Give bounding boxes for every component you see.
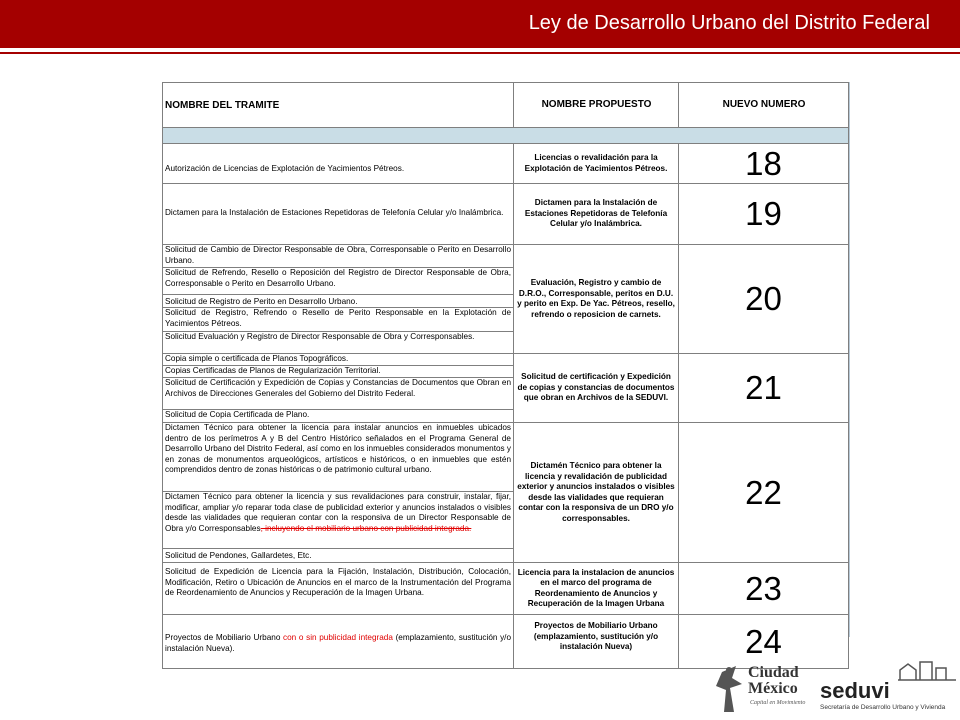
tramite-text-end: (emplazamiento, sustitución y/o instalación Nueva).: [165, 633, 512, 653]
numero-cell: 20: [678, 245, 848, 354]
numero-cell: 18: [678, 144, 848, 184]
header-band: [163, 128, 848, 144]
buildings-icon: [898, 660, 958, 682]
cdmx-tagline: Capital en Movimiento: [750, 700, 806, 706]
table-row: Dictamen para la Instalación de Estaciones Repetidoras de Telefonía Celular y/o Inalámbrica.: [163, 184, 513, 245]
table-row: Solicitud de Certificación y Expedición de Copias y Constancias de Documentos que Obran en Archivos de Direcciones Generales del Gobierno del Distrito Federal.: [163, 378, 513, 410]
tramite-text: Proyectos de Mobiliario Urbano: [165, 633, 284, 642]
table-row: Solicitud de Expedición de Licencia para la Fijación, Instalación, Distribución, Colocación, Modificación, Retiro o Ubicación de Anuncios en el marco de la Instrumentación del Programa de Reordenamiento de Anuncios y Recuperación de la Imagen Urbana.: [163, 563, 513, 615]
table-row: Autorización de Licencias de Explotación de Yacimientos Pétreos.: [163, 144, 513, 184]
title-banner: [0, 0, 960, 50]
tramites-table: [162, 82, 849, 669]
ciudad-mexico-logo: [712, 660, 812, 718]
col-nombre-propuesto: NOMBRE PROPUESTO: [513, 83, 679, 127]
seduvi-logo: [818, 660, 958, 718]
propuesto-cell: Dictamén Técnico para obtener la licencia y revalidación de publicidad exterior y anuncios instalados o visibles desde las vialidades que requieran contar con la responsiva de un DRO y/o corresponsables.: [513, 423, 678, 563]
propuesto-cell: Dictamen para la Instalación de Estaciones Repetidoras de Telefonía Celular y/o Inalámbrica.: [513, 184, 678, 245]
propuesto-cell: Licencias o revalidación para la Explotación de Yacimientos Pétreos.: [513, 144, 678, 184]
struck-text: , incluyendo el mobiliario urbano con publicidad integrada.: [260, 523, 472, 533]
numero-cell: 22: [678, 423, 848, 563]
table-row: Solicitud de Registro de Perito en Desarrollo Urbano.: [163, 295, 513, 308]
seduvi-subtitle: Secretaría de Desarrollo Urbano y Vivienda: [820, 704, 946, 711]
table-header: [163, 83, 848, 128]
table-row: Copia simple o certificada de Planos Topográficos.: [163, 354, 513, 366]
tramite-text: Dictamen Técnico para obtener la licencia y sus revalidaciones para construir, instalar, fijar, modificar, ampliar y/o reparar toda clase de publicidad exterior y anuncios instalados o visibles desde las vialidades que requieran contar con la responsiva de un Director Responsable de Obra y/o Corresponsables: [165, 492, 511, 533]
table-row: Dictamen Técnico para obtener la licencia para instalar anuncios en inmuebles ubicados dentro de los perímetros A y B del Centro Histórico señalados en el Programa General de Desarrollo Urbano del Distrito Federal, así como en los inmuebles considerados monumentos y en zonas de monumentos arqueológicos, artísticos e históricos, o en inmuebles que estén comprendidos dentro de zonas históricas o de patrimonio cultural urbano.: [163, 423, 513, 492]
propuesto-cell: Proyectos de Mobiliario Urbano (emplazamiento, sustitución y/o instalación Nueva): [513, 615, 678, 668]
table-row: [163, 492, 513, 549]
numero-cell: 23: [678, 563, 848, 615]
numero-cell: 24: [678, 615, 848, 668]
table-row: Solicitud Evaluación y Registro de Director Responsable de Obra y Corresponsables.: [163, 332, 513, 354]
cdmx-text-2: México: [748, 680, 798, 697]
red-text: con o sin publicidad integrada: [283, 633, 393, 642]
table-row: Solicitud de Pendones, Gallardetes, Etc.: [163, 549, 513, 563]
table-row: Solicitud de Cambio de Director Responsable de Obra, Corresponsable o Perito en Desarrollo Urbano.: [163, 245, 513, 268]
numero-cell: 19: [678, 184, 848, 245]
angel-icon: [712, 662, 746, 718]
cdmx-text-1: Ciudad: [748, 664, 799, 681]
col-nuevo-numero: NUEVO NUMERO: [678, 83, 849, 127]
propuesto-cell: Licencia para la instalacion de anuncios en el marco del programa de Reordenamiento de Anuncios y Recuperación de la Imagen Urbana: [513, 563, 678, 615]
table-row: Solicitud de Refrendo, Resello o Reposición del Registro de Director Responsable de Obra, Corresponsable o Perito en Desarrollo Urbano.: [163, 268, 513, 295]
footer-logos: [700, 658, 960, 720]
seduvi-name: seduvi: [820, 678, 890, 703]
propuesto-cell: Evaluación, Registro y cambio de D.R.O., Corresponsable, peritos en D.U. y perito en Exp. De Yac. Pétreos, resello, refrendo o reposicion de carnets.: [513, 245, 678, 354]
numero-cell: 21: [678, 354, 848, 423]
page-title: Ley de Desarrollo Urbano del Distrito Federal: [528, 12, 930, 34]
col-nombre-tramite: NOMBRE DEL TRAMITE: [165, 100, 280, 111]
table-row: [163, 615, 513, 668]
table-row: Copias Certificadas de Planos de Regularización Territorial.: [163, 366, 513, 378]
table-row: Solicitud de Copia Certificada de Plano.: [163, 410, 513, 423]
propuesto-cell: Solicitud de certificación y Expedición de copias y constancias de documentos que obran en Archivos de la SEDUVI.: [513, 354, 678, 423]
table-row: Solicitud de Registro, Refrendo o Resello de Perito Responsable en la Explotación de Yacimientos Pétreos.: [163, 308, 513, 332]
banner-divider-line: [0, 52, 960, 54]
